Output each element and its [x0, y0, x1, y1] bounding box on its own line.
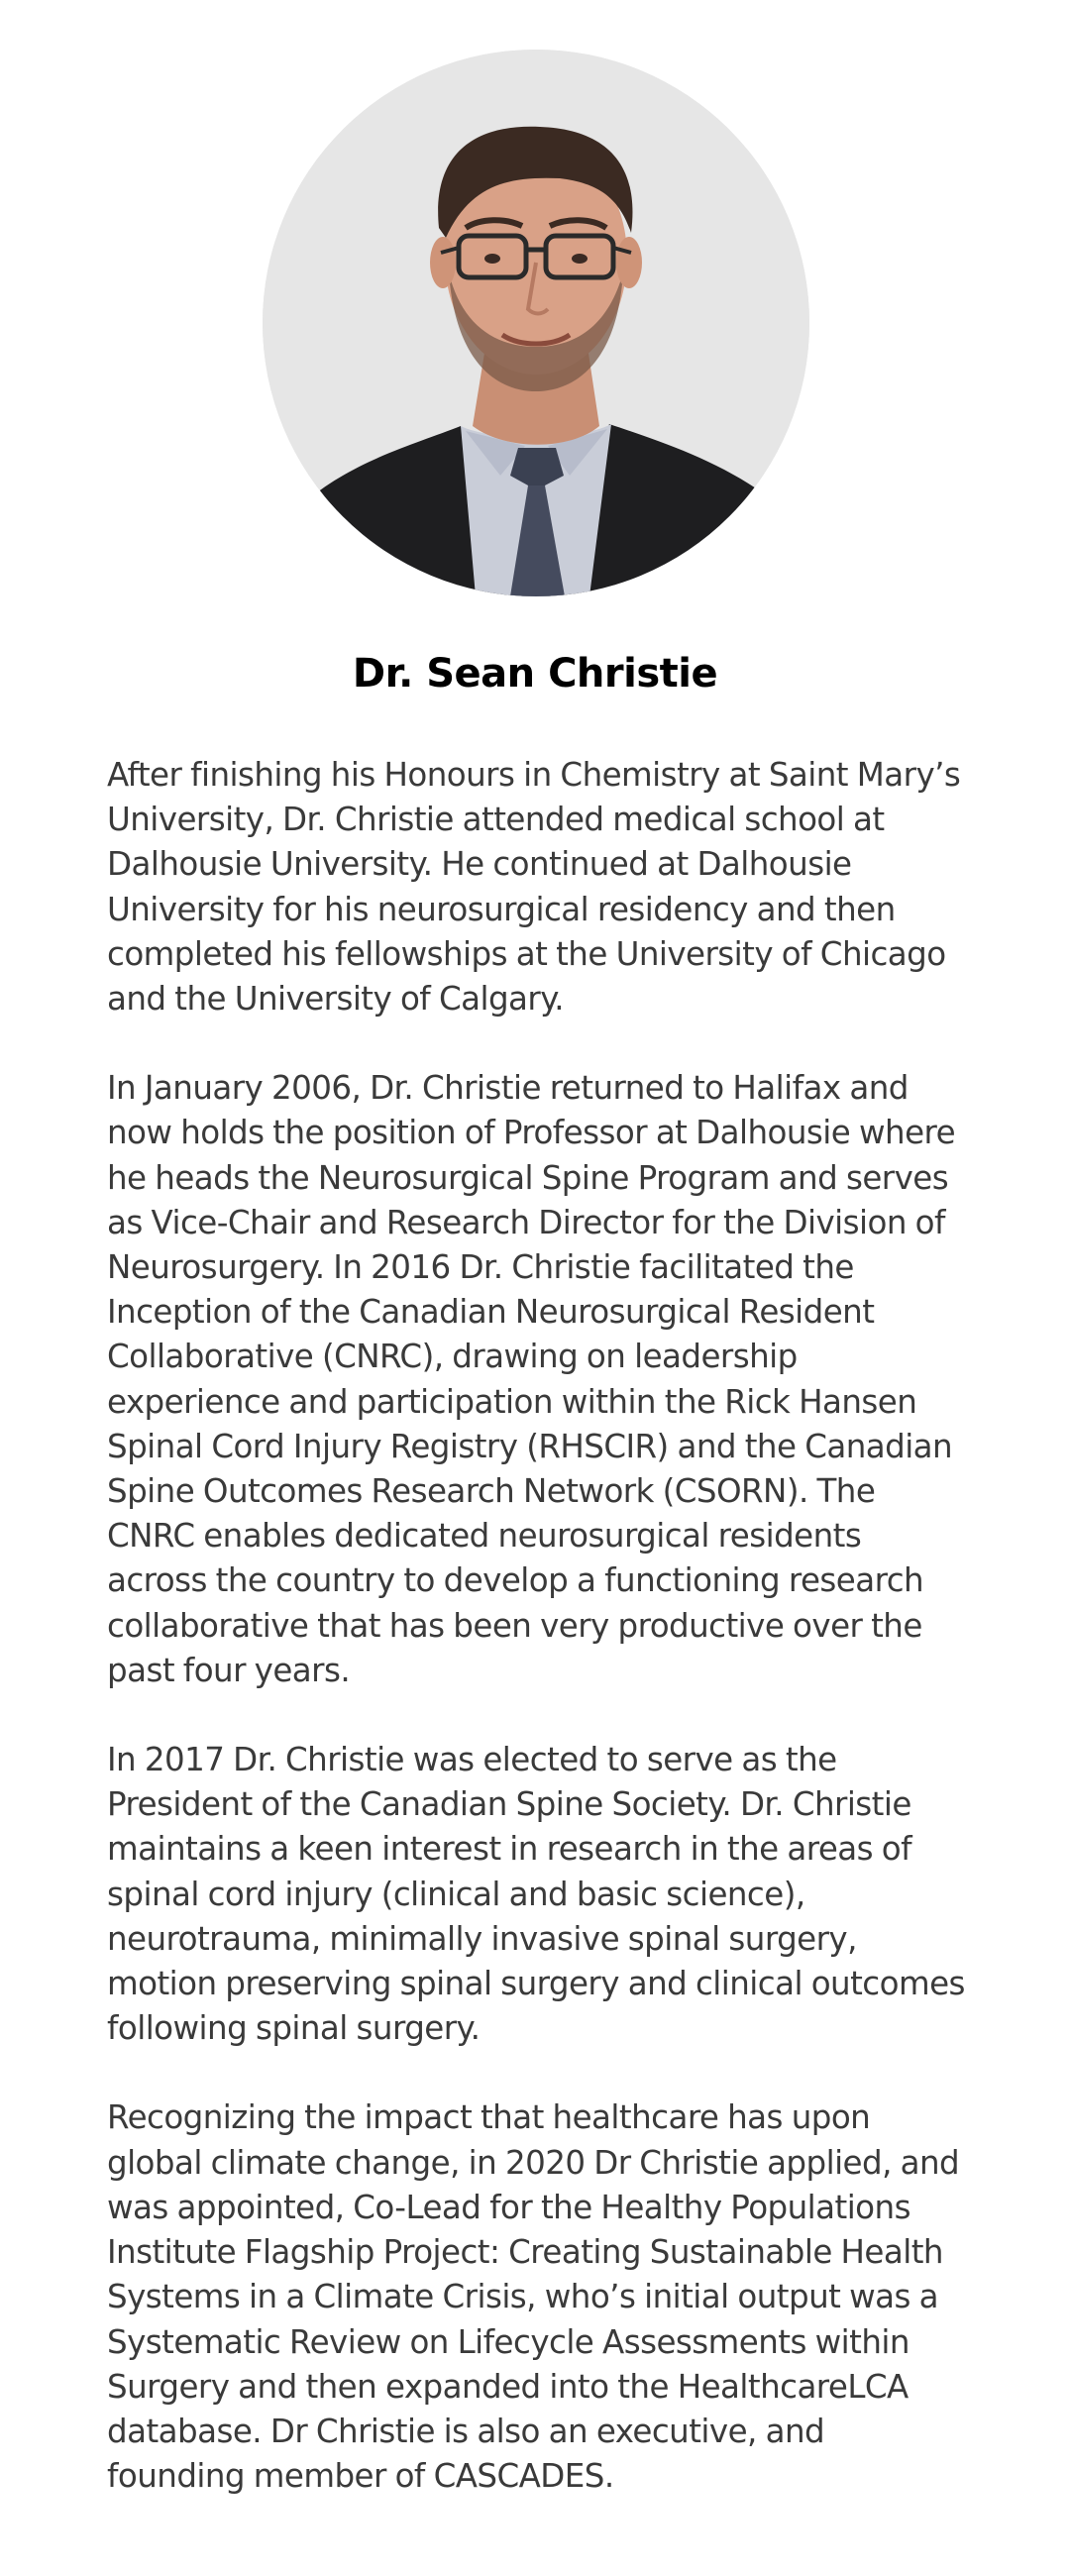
- profile-photo: [263, 50, 809, 596]
- bio-paragraph-education: After finishing his Honours in Chemistry at Saint Mary’s University, Dr. Christie attended medical school at Dalhousie University. He continued at Dalhousie University for his neurosurgical residency and then completed his fellowships at the University of Chicago and the University of Calgary.: [107, 756, 961, 1019]
- portrait-illustration: [263, 50, 809, 596]
- bio-paragraph-climate-health: Recognizing the impact that healthcare has upon global climate change, in 2020 Dr Christie applied, and was appointed, Co-Lead for the Healthy Populations Institute Flagship Project: Creating Sustainable Health Systems in a Climate Crisis, who’s initial output was a Systematic Review on Lifecycle Assessments within Surgery and then expanded into the HealthcareLCA database. Dr Christie is also an executive, and founding member of CASCADES.: [107, 2098, 960, 2496]
- bio-paragraph-career: In January 2006, Dr. Christie returned to Halifax and now holds the position of Professor at Dalhousie where he heads the Neurosurgical Spine Program and serves as Vice-Chair and Research Director for the Division of Neurosurgery. In 2016 Dr. Christie facilitated the Inception of the Canadian Neurosurgical Resident Collaborative (CNRC), drawing on leadership experience and participation within the Rick Hansen Spinal Cord Injury Registry (RHSCIR) and the Canadian Spine Outcomes Research Network (CSORN). The CNRC enables dedicated neurosurgical residents across the country to develop a functioning research collaborative that has been very productive over the past four years.: [107, 1069, 956, 1689]
- profile-name: Dr. Sean Christie: [352, 651, 718, 697]
- profile-bio: [107, 753, 969, 2499]
- bio-paragraph-research-interests: In 2017 Dr. Christie was elected to serve as the President of the Canadian Spine Society. Dr. Christie maintains a keen interest in research in the areas of spinal cord injury (clinical and basic science), neurotrauma, minimally invasive spinal surgery, motion preserving spinal surgery and clinical outcomes following spinal surgery.: [107, 1741, 965, 2048]
